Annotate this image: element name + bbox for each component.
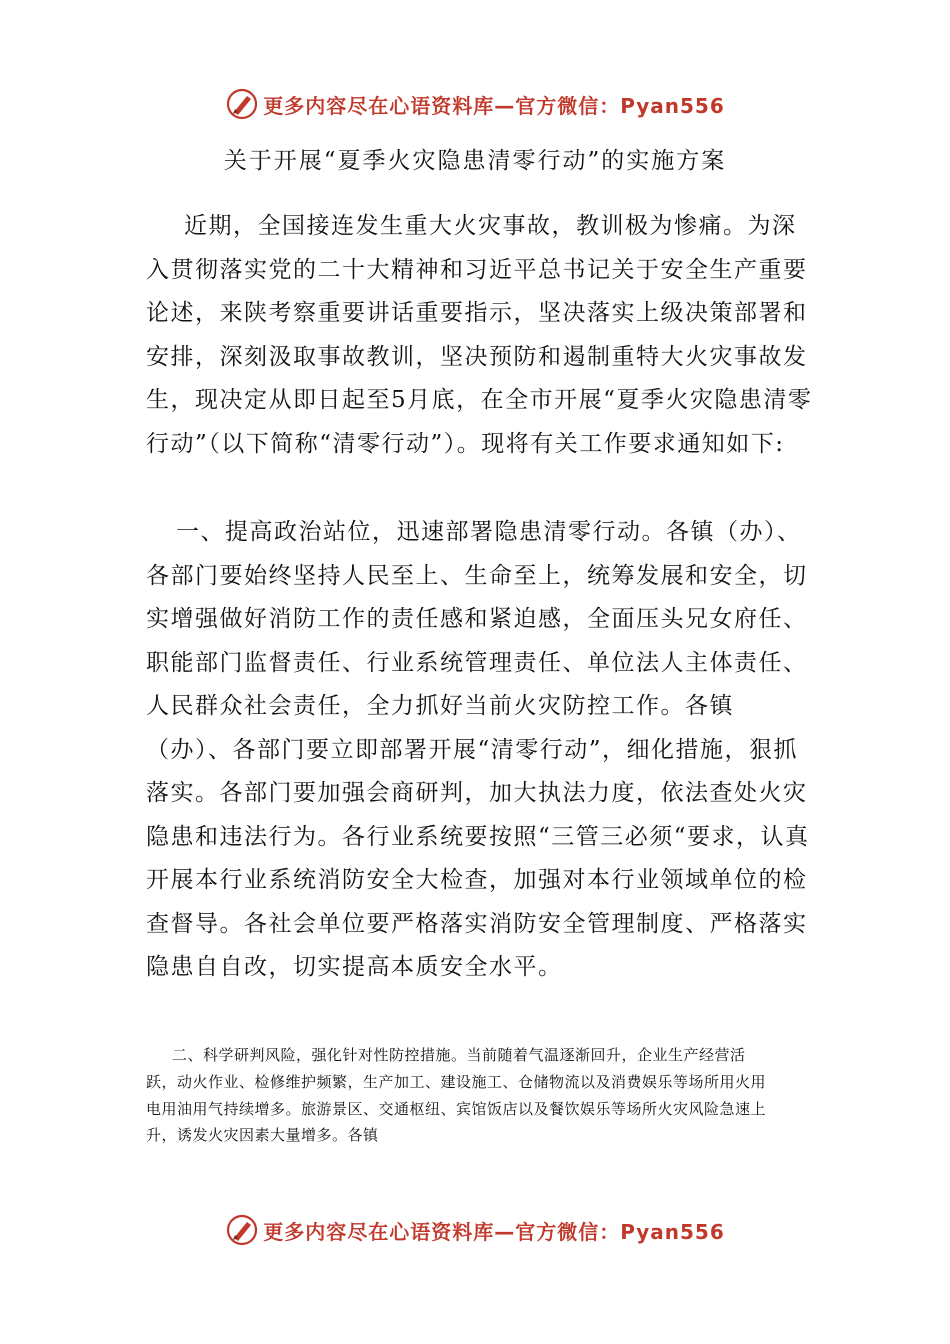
watermark-banner-top [0,82,950,126]
paragraph-intro: 近期，全国接连发生重大火灾事故，教训极为惨痛。为深入贯彻落实党的二十大精神和习近平总书记关于安全生产重要论述，来陕考察重要讲话重要指示，坚决落实上级决策部署和安排，深刻汲取事故教训，坚决预防和遏制重特大火灾事故发生，现决定从即日起至5月底，在全市开展“夏季火灾隐患清零行动”（以下简称“清零行动”）。现将有关工作要求通知如下: [146,213,813,457]
watermark-text: 更多内容尽在心语资料库—官方微信：Pyan556 [263,1219,725,1244]
paragraph-section-2: 二、科学研判风险，强化针对性防控措施。当前随着气温逐渐回升，企业生产经营活跃，动火作业、检修维护频繁，生产加工、建设施工、仓储物流以及消费娱乐等场所用火用电用油用气持续增多。旅游景区、交通枢纽、宾馆饭店以及餐饮娱乐等场所火灾风险急速上升，诱发火灾因素大量增多。各镇 [146,1046,767,1145]
paragraph-section-1: 一、提高政治站位，迅速部署隐患清零行动。各镇（办）、各部门要始终坚持人民至上、生命至上，统筹发展和安全，切实增强做好消防工作的责任感和紧迫感，全面压头兄女府任、职能部门监督责任、行业系统管理责任、单位法人主体责任、人民群众社会责任，全力抓好当前火灾防控工作。各镇（办）、各部门要立即部署开展“清零行动”，细化措施，狠抓落实。各部门要加强会商研判，加大执法力度，依法查处火灾隐患和违法行为。各行业系统要按照“三管三必须“要求，认真开展本行业系统消防安全大检查，加强对本行业领域单位的检查督导。各社会单位要严格落实消防安全管理制度、严格落实隐患自自改，切实提高本质安全水平。 [146,519,810,980]
pen-circle-logo-icon [225,1213,259,1247]
pen-circle-logo-icon [225,87,259,121]
watermark-banner-bottom [0,1208,950,1252]
document-title: 关于开展“夏季火灾隐患清零行动”的实施方案 [223,148,727,174]
watermark-text: 更多内容尽在心语资料库—官方微信：Pyan556 [263,93,725,118]
